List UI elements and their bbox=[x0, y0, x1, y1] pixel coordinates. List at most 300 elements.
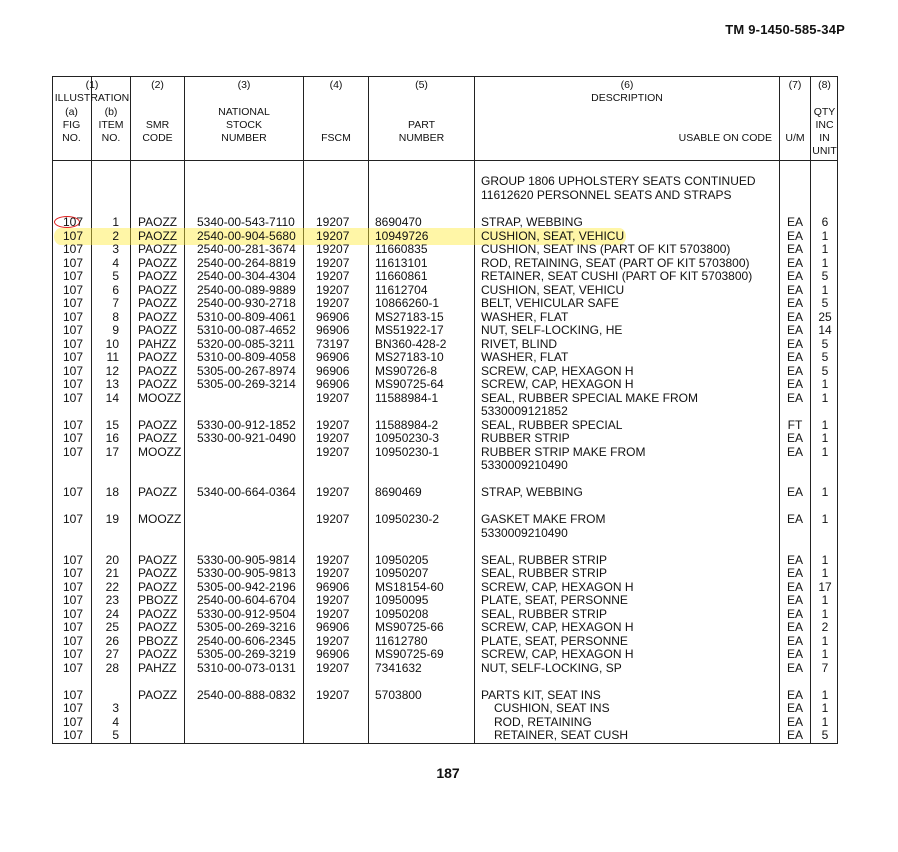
unit-of-measure: EA bbox=[786, 431, 803, 445]
part-number: 11588984-2 bbox=[375, 417, 439, 432]
page-number: 187 bbox=[436, 765, 460, 781]
item-number: 27 bbox=[105, 647, 119, 661]
item-number: 10 bbox=[105, 336, 119, 351]
description: WASHER, FLAT bbox=[481, 309, 569, 324]
column-divider bbox=[91, 76, 92, 744]
national-stock-number: 5320-00-085-3211 bbox=[197, 336, 295, 351]
column-divider bbox=[303, 76, 304, 744]
national-stock-number: 5310-00-809-4058 bbox=[197, 350, 296, 364]
item-number: 19 bbox=[105, 512, 119, 526]
item-number: 5 bbox=[112, 728, 119, 742]
item-number: 25 bbox=[105, 620, 119, 634]
fig-number: 107 bbox=[62, 485, 84, 499]
item-number: 3 bbox=[112, 242, 119, 256]
unit-of-measure: EA bbox=[786, 714, 803, 729]
fscm-code: 19207 bbox=[316, 296, 350, 310]
fig-number: 107 bbox=[62, 566, 84, 580]
fig-number: 107 bbox=[62, 377, 84, 391]
unit-of-measure: EA bbox=[786, 647, 803, 661]
fscm-code: 19207 bbox=[316, 228, 350, 243]
header-um-number: (7) bbox=[788, 79, 802, 91]
fscm-code: 19207 bbox=[316, 552, 350, 567]
smr-code: PAOZZ bbox=[138, 269, 178, 283]
fig-number: 107 bbox=[62, 323, 84, 337]
header-qty: (8) bbox=[818, 79, 831, 91]
description: STRAP, WEBBING bbox=[481, 215, 583, 229]
national-stock-number: 2540-00-304-4304 bbox=[197, 269, 296, 283]
header-fscm-number: (4) bbox=[329, 79, 343, 91]
unit-of-measure: EA bbox=[786, 350, 803, 364]
quantity: 14 bbox=[818, 323, 832, 337]
column-divider bbox=[368, 76, 369, 744]
item-number: 20 bbox=[105, 552, 119, 567]
unit-of-measure: EA bbox=[786, 390, 803, 405]
fscm-code: 19207 bbox=[316, 606, 350, 621]
description: CUSHION, SEAT INS (PART OF KIT 5703800) bbox=[481, 242, 731, 256]
unit-of-measure: EA bbox=[786, 336, 803, 351]
fscm-code: 19207 bbox=[316, 215, 350, 229]
unit-of-measure: EA bbox=[786, 228, 803, 243]
part-number: 11612704 bbox=[375, 282, 428, 297]
fscm-code: 19207 bbox=[316, 485, 350, 499]
part-number: 11660861 bbox=[375, 269, 428, 283]
smr-code: PAOZZ bbox=[138, 566, 178, 580]
description-continued: 5330009210490 bbox=[481, 458, 568, 472]
national-stock-number: 5305-00-269-3216 bbox=[197, 620, 296, 634]
national-stock-number: 5305-00-267-8974 bbox=[197, 363, 296, 378]
smr-code: PAOZZ bbox=[138, 647, 178, 661]
unit-of-measure: EA bbox=[786, 363, 803, 378]
description: WASHER, FLAT bbox=[481, 350, 569, 364]
description-continued: 5330009121852 bbox=[481, 404, 568, 418]
quantity: 1 bbox=[821, 647, 829, 661]
item-number: 6 bbox=[112, 282, 119, 297]
description: GASKET MAKE FROM bbox=[481, 512, 606, 526]
unit-of-measure: FT bbox=[787, 417, 803, 432]
quantity: 1 bbox=[821, 606, 829, 621]
column-divider bbox=[130, 76, 131, 744]
national-stock-number: 5330-00-905-9814 bbox=[197, 552, 296, 567]
fig-number: 107 bbox=[62, 687, 84, 702]
fscm-code: 19207 bbox=[316, 687, 350, 702]
part-number: MS90726-8 bbox=[375, 363, 438, 378]
column-divider bbox=[184, 76, 185, 744]
part-number: 10950207 bbox=[375, 566, 429, 580]
column-divider bbox=[779, 76, 780, 744]
quantity: 1 bbox=[821, 633, 829, 648]
unit-of-measure: EA bbox=[786, 660, 803, 675]
description: SCREW, CAP, HEXAGON H bbox=[481, 647, 634, 661]
fig-number: 107 bbox=[62, 363, 84, 378]
national-stock-number: 5330-00-912-9504 bbox=[197, 606, 296, 621]
smr-code: PAOZZ bbox=[138, 417, 178, 432]
unit-of-measure: EA bbox=[786, 309, 803, 324]
column-divider bbox=[474, 76, 475, 744]
quantity: 1 bbox=[821, 390, 829, 405]
unit-of-measure: EA bbox=[786, 444, 803, 459]
description: SCREW, CAP, HEXAGON H bbox=[481, 377, 634, 391]
item-number: 23 bbox=[105, 593, 119, 607]
unit-of-measure: EA bbox=[786, 255, 803, 270]
national-stock-number: 2540-00-281-3674 bbox=[197, 242, 296, 256]
item-number: 1 bbox=[112, 215, 119, 229]
national-stock-number: 5310-00-809-4061 bbox=[197, 309, 296, 324]
quantity: 1 bbox=[821, 485, 829, 499]
fscm-code: 96906 bbox=[316, 363, 350, 378]
quantity: 1 bbox=[821, 552, 829, 567]
description: STRAP, WEBBING bbox=[481, 485, 583, 499]
description: ROD, RETAINING bbox=[494, 714, 592, 729]
quantity: 1 bbox=[821, 417, 829, 432]
fig-number: 107 bbox=[62, 620, 84, 634]
smr-code: PAOZZ bbox=[138, 228, 178, 243]
part-number: 10950230-3 bbox=[375, 431, 440, 445]
smr-code: PAOZZ bbox=[138, 552, 178, 567]
smr-code: MOOZZ bbox=[138, 390, 182, 405]
smr-code: PAHZZ bbox=[138, 336, 177, 351]
national-stock-number: 5310-00-073-0131 bbox=[197, 660, 296, 675]
part-number: 11660835 bbox=[375, 242, 428, 256]
smr-code: PAOZZ bbox=[138, 377, 178, 391]
fscm-code: 96906 bbox=[316, 579, 350, 594]
fig-number: 107 bbox=[62, 350, 84, 364]
fig-number: 107 bbox=[62, 701, 84, 715]
national-stock-number: 2540-00-089-9889 bbox=[197, 282, 296, 297]
smr-code: PAOZZ bbox=[138, 431, 178, 445]
fig-number: 107 bbox=[62, 579, 84, 594]
header-smr-number: (2) bbox=[151, 79, 164, 91]
part-number: 8690469 bbox=[375, 485, 422, 499]
description: SCREW, CAP, HEXAGON H bbox=[481, 620, 634, 634]
quantity: 1 bbox=[821, 512, 829, 526]
fig-number: 107 bbox=[62, 417, 84, 432]
item-number: 5 bbox=[112, 269, 119, 283]
item-number: 18 bbox=[105, 485, 119, 499]
part-number: 10950205 bbox=[375, 552, 429, 567]
header-um: U/M bbox=[785, 132, 805, 144]
unit-of-measure: EA bbox=[786, 323, 803, 337]
smr-code: PBOZZ bbox=[138, 633, 179, 648]
part-number: 11612780 bbox=[375, 633, 428, 648]
item-number: 4 bbox=[112, 714, 119, 729]
fscm-code: 19207 bbox=[316, 633, 350, 648]
quantity: 25 bbox=[818, 309, 832, 324]
quantity: 2 bbox=[821, 620, 829, 634]
fig-number: 107 bbox=[62, 728, 84, 742]
national-stock-number: 5310-00-087-4652 bbox=[197, 323, 296, 337]
quantity: 5 bbox=[821, 269, 829, 283]
item-number: 21 bbox=[105, 566, 119, 580]
fig-number: 107 bbox=[62, 269, 84, 283]
smr-code: PAOZZ bbox=[138, 309, 178, 324]
unit-of-measure: EA bbox=[786, 633, 803, 648]
fig-number: 107 bbox=[62, 282, 84, 297]
national-stock-number: 5305-00-942-2196 bbox=[197, 579, 296, 594]
part-number: MS90725-64 bbox=[375, 377, 444, 391]
unit-of-measure: EA bbox=[786, 579, 803, 594]
fig-number: 107 bbox=[62, 242, 84, 256]
unit-of-measure: EA bbox=[786, 606, 803, 621]
part-number: 11613101 bbox=[375, 255, 428, 270]
part-number: MS27183-10 bbox=[375, 350, 444, 364]
item-number: 16 bbox=[105, 431, 119, 445]
quantity: 5 bbox=[821, 363, 829, 378]
item-number: 11 bbox=[106, 350, 119, 364]
smr-code: MOOZZ bbox=[138, 444, 182, 459]
national-stock-number: 5330-00-912-1852 bbox=[197, 417, 296, 432]
unit-of-measure: EA bbox=[786, 512, 803, 526]
smr-code: PBOZZ bbox=[138, 593, 179, 607]
unit-of-measure: EA bbox=[786, 552, 803, 567]
description-continued: 5330009210490 bbox=[481, 525, 568, 540]
fig-number: 107 bbox=[62, 512, 84, 526]
description: NUT, SELF-LOCKING, HE bbox=[481, 323, 623, 337]
part-number: 10866260-1 bbox=[375, 296, 440, 310]
fig-number: 107 bbox=[62, 593, 84, 607]
item-number: 28 bbox=[105, 660, 119, 675]
fig-number: 107 bbox=[62, 296, 84, 310]
fscm-code: 19207 bbox=[316, 444, 350, 459]
item-number: 15 bbox=[105, 417, 119, 432]
description: SEAL, RUBBER STRIP bbox=[481, 566, 608, 580]
header-fscm: FSCM bbox=[321, 132, 351, 144]
fscm-code: 96906 bbox=[316, 620, 350, 634]
part-number: MS90725-66 bbox=[375, 620, 444, 634]
smr-code: PAOZZ bbox=[138, 296, 178, 310]
quantity: 6 bbox=[821, 215, 829, 229]
description: SEAL, RUBBER STRIP bbox=[481, 552, 608, 567]
unit-of-measure: EA bbox=[786, 485, 803, 499]
item-number: 17 bbox=[105, 444, 119, 459]
fscm-code: 73197 bbox=[316, 336, 350, 351]
part-number: MS90725-69 bbox=[375, 647, 444, 661]
item-number: 26 bbox=[105, 633, 119, 648]
fscm-code: 19207 bbox=[316, 390, 350, 405]
header-fig-no: (a) FIG NO. bbox=[62, 106, 81, 144]
part-number: 10950230-1 bbox=[375, 444, 440, 459]
description: PLATE, SEAT, PERSONNE bbox=[481, 593, 628, 607]
smr-code: MOOZZ bbox=[138, 512, 182, 526]
part-number: 5703800 bbox=[375, 687, 422, 702]
unit-of-measure: EA bbox=[786, 701, 803, 715]
description: SCREW, CAP, HEXAGON H bbox=[481, 579, 634, 594]
quantity: 5 bbox=[821, 728, 829, 742]
description: PARTS KIT, SEAT INS bbox=[481, 687, 601, 702]
fscm-code: 19207 bbox=[316, 417, 350, 432]
smr-code: PAOZZ bbox=[138, 282, 178, 297]
description: CUSHION, SEAT, VEHICU bbox=[481, 282, 625, 297]
fig-number: 107 bbox=[62, 633, 84, 648]
unit-of-measure: EA bbox=[786, 296, 803, 310]
header-usable-on-code: USABLE ON CODE bbox=[678, 132, 772, 144]
fig-number: 107 bbox=[62, 215, 84, 229]
fscm-code: 19207 bbox=[316, 593, 350, 607]
description: CUSHION, SEAT INS bbox=[494, 701, 610, 715]
part-number: 8690470 bbox=[375, 215, 422, 229]
smr-code: PAOZZ bbox=[138, 606, 178, 621]
part-number: MS51922-17 bbox=[375, 323, 444, 337]
header-smr-code: SMR CODE bbox=[142, 119, 173, 144]
fig-number: 107 bbox=[62, 647, 84, 661]
fscm-code: 19207 bbox=[316, 660, 350, 675]
description: SEAL, RUBBER SPECIAL MAKE FROM bbox=[481, 390, 698, 405]
fscm-code: 19207 bbox=[316, 431, 350, 445]
fig-number: 107 bbox=[62, 336, 84, 351]
smr-code: PAOZZ bbox=[138, 687, 178, 702]
header-national-stock-number: NATIONAL STOCK NUMBER bbox=[218, 106, 270, 144]
fscm-code: 96906 bbox=[316, 647, 350, 661]
fig-number: 107 bbox=[62, 309, 84, 324]
fscm-code: 96906 bbox=[316, 323, 350, 337]
fscm-code: 96906 bbox=[316, 350, 350, 364]
unit-of-measure: EA bbox=[786, 377, 803, 391]
national-stock-number: 2540-00-264-8819 bbox=[197, 255, 296, 270]
part-number: MS18154-60 bbox=[375, 579, 444, 594]
quantity: 17 bbox=[818, 579, 832, 594]
quantity: 1 bbox=[821, 444, 829, 459]
unit-of-measure: EA bbox=[786, 687, 803, 702]
description: SEAL, RUBBER SPECIAL bbox=[481, 417, 623, 432]
national-stock-number: 5330-00-905-9813 bbox=[197, 566, 296, 580]
header-description: (6) DESCRIPTION bbox=[591, 79, 663, 104]
item-number: 22 bbox=[105, 579, 119, 594]
part-number: 11588984-1 bbox=[375, 390, 439, 405]
national-stock-number: 2540-00-904-5680 bbox=[197, 228, 296, 243]
item-number: 9 bbox=[112, 323, 119, 337]
unit-of-measure: EA bbox=[786, 728, 803, 742]
quantity: 1 bbox=[821, 431, 829, 445]
smr-code: PAOZZ bbox=[138, 620, 178, 634]
fig-number: 107 bbox=[62, 606, 84, 621]
header-qty-inc-in-unit: QTY INC IN UNIT bbox=[812, 106, 837, 157]
fscm-code: 19207 bbox=[316, 255, 350, 270]
quantity: 1 bbox=[821, 593, 829, 607]
quantity: 1 bbox=[821, 566, 829, 580]
item-number: 12 bbox=[105, 363, 119, 378]
quantity: 1 bbox=[821, 701, 829, 715]
quantity: 5 bbox=[821, 350, 829, 364]
fscm-code: 19207 bbox=[316, 512, 350, 526]
national-stock-number: 5340-00-543-7110 bbox=[197, 215, 295, 229]
description: RUBBER STRIP MAKE FROM bbox=[481, 444, 646, 459]
quantity: 5 bbox=[821, 296, 829, 310]
fig-number: 107 bbox=[62, 228, 84, 243]
unit-of-measure: EA bbox=[786, 566, 803, 580]
item-number: 24 bbox=[105, 606, 119, 621]
national-stock-number: 5330-00-921-0490 bbox=[197, 431, 296, 445]
part-number: 10949726 bbox=[375, 228, 429, 243]
description: RUBBER STRIP bbox=[481, 431, 570, 445]
description: RETAINER, SEAT CUSH bbox=[494, 728, 629, 742]
fig-number: 107 bbox=[62, 444, 84, 459]
smr-code: PAOZZ bbox=[138, 579, 178, 594]
description: SCREW, CAP, HEXAGON H bbox=[481, 363, 634, 378]
fig-number: 107 bbox=[62, 255, 84, 270]
description: NUT, SELF-LOCKING, SP bbox=[481, 660, 622, 675]
smr-code: PAOZZ bbox=[138, 255, 178, 270]
description: RIVET, BLIND bbox=[481, 336, 558, 351]
part-number: 10950230-2 bbox=[375, 512, 440, 526]
item-number: 3 bbox=[112, 701, 119, 715]
national-stock-number: 2540-00-604-6704 bbox=[197, 593, 296, 607]
unit-of-measure: EA bbox=[786, 242, 803, 256]
quantity: 1 bbox=[821, 282, 829, 297]
smr-code: PAOZZ bbox=[138, 350, 178, 364]
quantity: 1 bbox=[821, 255, 829, 270]
smr-code: PAOZZ bbox=[138, 323, 178, 337]
fscm-code: 96906 bbox=[316, 377, 350, 391]
header-part-number: PART NUMBER bbox=[398, 119, 445, 144]
description: BELT, VEHICULAR SAFE bbox=[481, 296, 619, 310]
description: CUSHION, SEAT, VEHICU bbox=[481, 228, 625, 243]
item-number: 13 bbox=[105, 377, 119, 391]
part-number: BN360-428-2 bbox=[375, 336, 447, 351]
fscm-code: 19207 bbox=[316, 566, 350, 580]
smr-code: PAOZZ bbox=[138, 242, 178, 256]
item-number: 7 bbox=[112, 296, 119, 310]
item-number: 2 bbox=[112, 228, 119, 243]
part-number: 10950095 bbox=[375, 593, 429, 607]
group-heading: GROUP 1806 UPHOLSTERY SEATS CONTINUED 11612620 PERSONNEL SEATS AND STRAPS bbox=[481, 174, 756, 202]
part-number: 10950208 bbox=[375, 606, 429, 621]
unit-of-measure: EA bbox=[786, 282, 803, 297]
national-stock-number: 2540-00-888-0832 bbox=[197, 687, 296, 702]
description: RETAINER, SEAT CUSHI (PART OF KIT 5703800) bbox=[481, 269, 753, 283]
fig-number: 107 bbox=[62, 431, 84, 445]
header-illustration: (1) ILLUSTRATION bbox=[54, 79, 130, 104]
quantity: 7 bbox=[821, 660, 829, 675]
unit-of-measure: EA bbox=[786, 593, 803, 607]
item-number: 14 bbox=[105, 390, 119, 405]
tm-number: TM 9-1450-585-34P bbox=[725, 22, 845, 37]
national-stock-number: 5340-00-664-0364 bbox=[197, 485, 296, 499]
header-part-number-index: (5) bbox=[415, 79, 428, 91]
part-number: MS27183-15 bbox=[375, 309, 444, 324]
part-number: 7341632 bbox=[375, 660, 422, 675]
header-rule bbox=[52, 160, 838, 161]
description: PLATE, SEAT, PERSONNE bbox=[481, 633, 628, 648]
quantity: 1 bbox=[821, 242, 829, 256]
header-item-no: (b) ITEM NO. bbox=[98, 106, 124, 144]
quantity: 1 bbox=[821, 377, 829, 391]
quantity: 1 bbox=[821, 228, 829, 243]
fscm-code: 19207 bbox=[316, 282, 350, 297]
national-stock-number: 5305-00-269-3214 bbox=[197, 377, 296, 391]
unit-of-measure: EA bbox=[786, 620, 803, 634]
smr-code: PAOZZ bbox=[138, 363, 178, 378]
fig-number: 107 bbox=[62, 552, 84, 567]
header-nsn-number: (3) bbox=[237, 79, 251, 91]
quantity: 1 bbox=[821, 687, 829, 702]
fig-number: 107 bbox=[62, 660, 84, 675]
unit-of-measure: EA bbox=[786, 269, 803, 283]
unit-of-measure: EA bbox=[786, 215, 803, 229]
national-stock-number: 5305-00-269-3219 bbox=[197, 647, 296, 661]
smr-code: PAOZZ bbox=[138, 215, 178, 229]
fscm-code: 19207 bbox=[316, 242, 350, 256]
item-number: 4 bbox=[112, 255, 119, 270]
fig-number: 107 bbox=[62, 714, 84, 729]
quantity: 5 bbox=[821, 336, 829, 351]
national-stock-number: 2540-00-606-2345 bbox=[197, 633, 296, 648]
smr-code: PAOZZ bbox=[138, 485, 178, 499]
fscm-code: 96906 bbox=[316, 309, 350, 324]
description: ROD, RETAINING, SEAT (PART OF KIT 5703800) bbox=[481, 255, 750, 270]
national-stock-number: 2540-00-930-2718 bbox=[197, 296, 296, 310]
column-divider bbox=[810, 76, 811, 744]
fig-number: 107 bbox=[62, 390, 84, 405]
fscm-code: 19207 bbox=[316, 269, 350, 283]
